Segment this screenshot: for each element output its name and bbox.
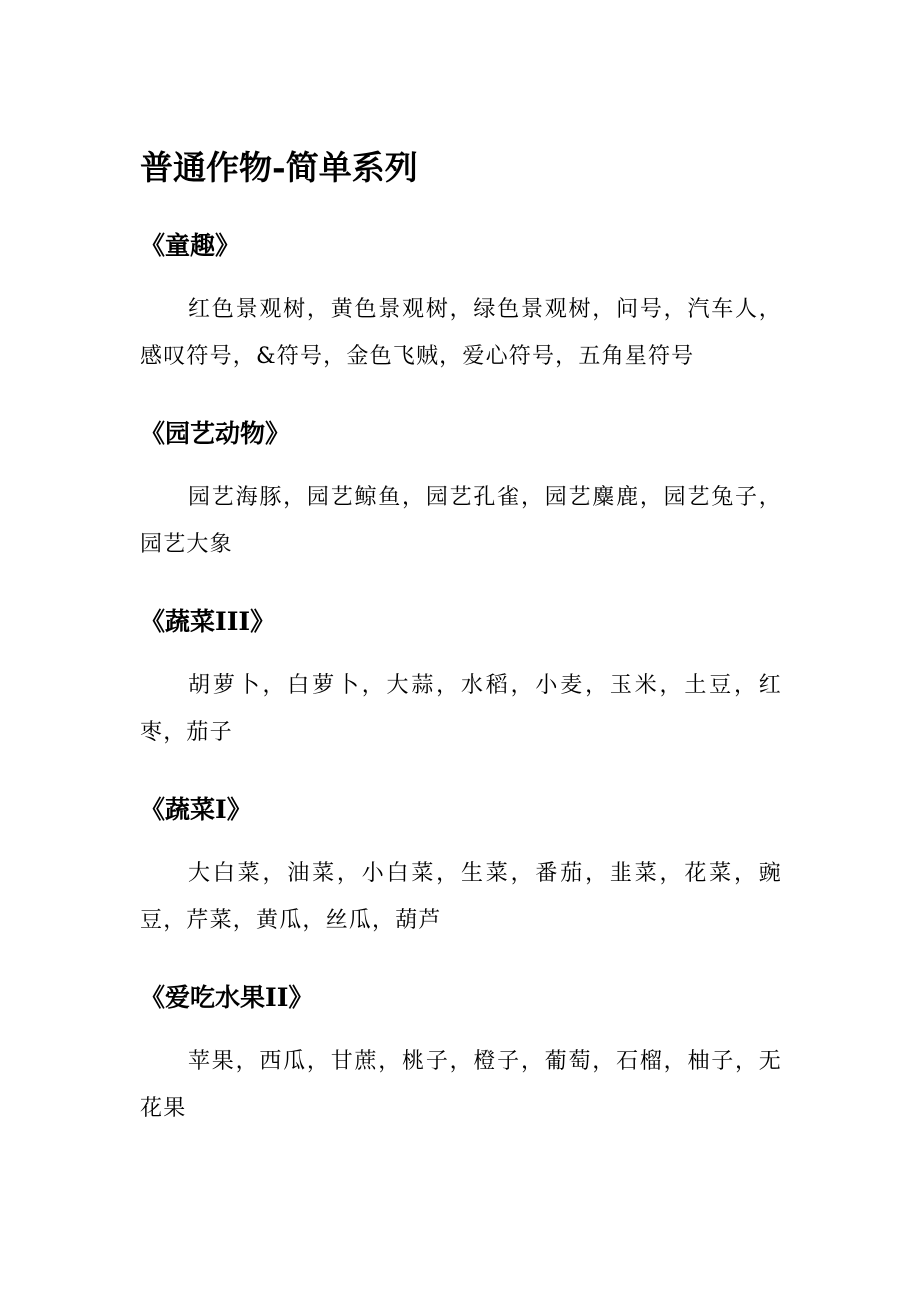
section-body: 园艺海豚，园艺鲸鱼，园艺孔雀，园艺麋鹿，园艺兔子，园艺大象: [140, 485, 782, 557]
section-heading: 《童趣》: [140, 231, 241, 260]
section-body: 红色景观树，黄色景观树，绿色景观树，问号，汽车人，感叹符号，&符号，金色飞贼，爱心符号，五角星符号: [140, 297, 782, 369]
section-vegetables-3: [140, 602, 782, 756]
section-body: 苹果，西瓜，甘蔗，桃子，橙子，葡萄，石榴，柚子，无花果: [140, 1049, 782, 1121]
section-vegetables-1: [140, 790, 782, 944]
section-heading: 《园艺动物》: [140, 419, 291, 448]
section-garden-animals: [140, 414, 782, 568]
document-page: [140, 140, 782, 1121]
section-body: 大白菜，油菜，小白菜，生菜，番茄，韭菜，花菜，豌豆，芹菜，黄瓜，丝瓜，葫芦: [140, 861, 782, 933]
section-tongqu: [140, 226, 782, 380]
page-title: 普通作物-简单系列: [140, 148, 418, 187]
section-heading: 《蔬菜III》: [140, 607, 276, 636]
section-heading: 《蔬菜Ⅰ》: [140, 795, 252, 824]
section-fruits-2: [140, 978, 782, 1132]
section-heading: 《爱吃水果II》: [140, 983, 314, 1012]
section-body: 胡萝卜，白萝卜，大蒜，水稻，小麦，玉米，土豆，红枣，茄子: [140, 673, 782, 745]
